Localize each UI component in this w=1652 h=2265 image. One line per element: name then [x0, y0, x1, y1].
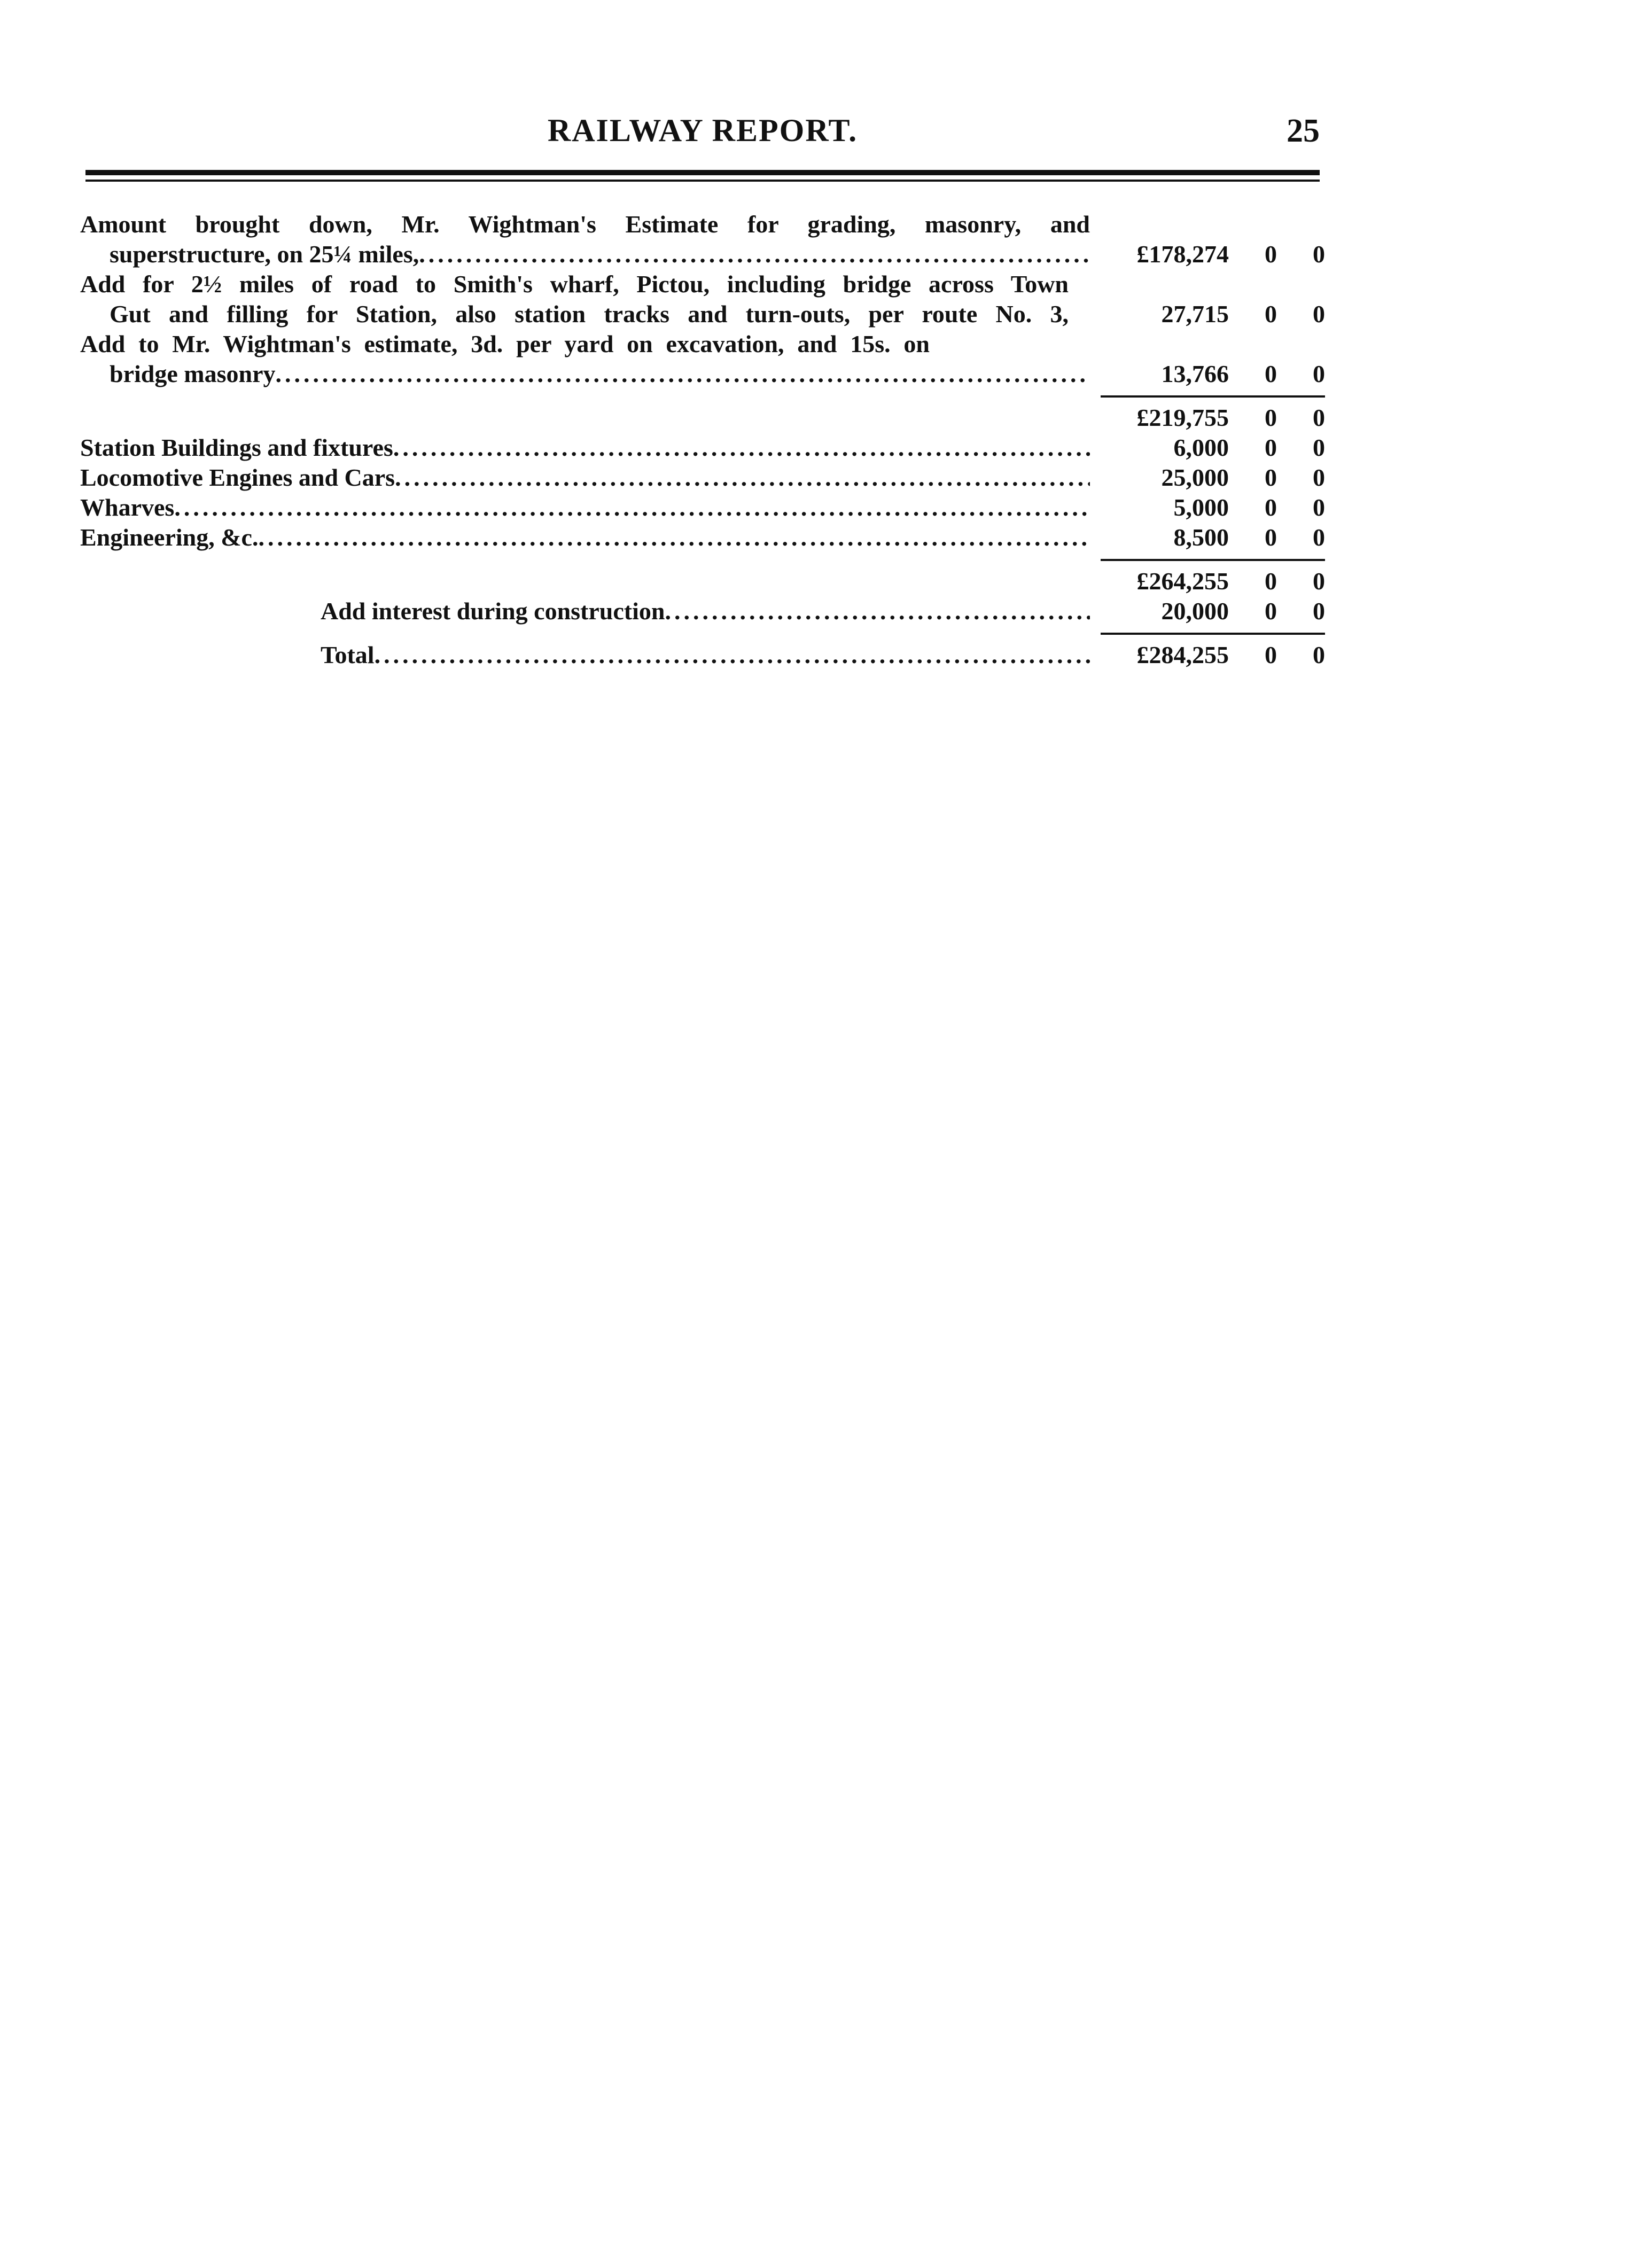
subtotal-row	[80, 403, 1325, 433]
item-label: Station Buildings and fixtures	[80, 434, 393, 461]
estimate-row	[80, 209, 1325, 269]
subtotal-pence: 0	[1313, 567, 1325, 595]
row-text-line: Gut and filling for Station, also station tracks and turn-outs, per route No. 3,	[110, 300, 1069, 328]
total-pence: 0	[1313, 641, 1325, 668]
estimate-table	[80, 209, 1325, 670]
amount-shillings: 0	[1265, 524, 1277, 551]
amount-pounds: £178,274	[1136, 240, 1229, 268]
running-head	[85, 112, 1320, 155]
item-row	[80, 463, 1325, 493]
amount-pounds: 5,000	[1173, 494, 1229, 521]
amount-shillings: 0	[1265, 464, 1277, 491]
item-label: Engineering, &c.	[80, 524, 259, 551]
dot-leader	[276, 359, 1090, 389]
amount-shillings: 0	[1265, 494, 1277, 521]
row-text-line: bridge masonry	[110, 360, 276, 387]
total-shillings: 0	[1265, 641, 1277, 668]
estimate-row	[80, 269, 1325, 329]
sum-rule	[80, 559, 1325, 561]
amount-pence: 0	[1313, 464, 1325, 491]
dot-leader	[393, 433, 1090, 463]
dot-leader	[258, 523, 1090, 552]
total-row	[80, 640, 1325, 670]
item-label: Locomotive Engines and Cars	[80, 464, 395, 491]
amount-shillings: 0	[1265, 597, 1277, 625]
interest-row	[80, 596, 1325, 626]
row-text-line: Add to Mr. Wightman's estimate, 3d. per yard on excavation, and 15s. on	[80, 330, 930, 357]
amount-pence: 0	[1313, 494, 1325, 521]
row-text-line: Amount brought down, Mr. Wightman's Estimate for grading, masonry, and	[80, 211, 1090, 238]
amount-shillings: 0	[1265, 360, 1277, 387]
subtotal-shillings: 0	[1265, 404, 1277, 431]
dot-leader	[419, 239, 1090, 269]
page-number: 25	[1287, 113, 1320, 149]
subtotal-pounds: £219,755	[1136, 404, 1229, 431]
header-rule-thin	[85, 180, 1320, 182]
subtotal-pence: 0	[1313, 404, 1325, 431]
amount-pounds: 25,000	[1161, 464, 1229, 491]
amount-pounds: 27,715	[1161, 300, 1229, 328]
row-text-line: superstructure, on 25¼ miles,	[110, 240, 419, 268]
amount-pence: 0	[1313, 434, 1325, 461]
amount-pence: 0	[1313, 360, 1325, 387]
amount-pence: 0	[1313, 300, 1325, 328]
amount-shillings: 0	[1265, 300, 1277, 328]
dot-leader	[375, 640, 1090, 670]
dot-leader	[665, 596, 1090, 626]
amount-pence: 0	[1313, 240, 1325, 268]
amount-shillings: 0	[1265, 240, 1277, 268]
item-label: Wharves	[80, 494, 175, 521]
item-row	[80, 523, 1325, 552]
item-row	[80, 433, 1325, 463]
sum-rule	[80, 633, 1325, 635]
amount-shillings: 0	[1265, 434, 1277, 461]
row-text-line: Add for 2½ miles of road to Smith's wharf, Pictou, including bridge across Town	[80, 270, 1069, 298]
subtotal-shillings: 0	[1265, 567, 1277, 595]
dot-leader	[395, 463, 1090, 493]
amount-pence: 0	[1313, 597, 1325, 625]
estimate-row	[80, 329, 1325, 389]
amount-pounds: 8,500	[1173, 524, 1229, 551]
running-title: RAILWAY REPORT.	[547, 113, 858, 148]
total-pounds: £284,255	[1136, 641, 1229, 668]
subtotal-row	[80, 566, 1325, 596]
amount-pounds: 6,000	[1173, 434, 1229, 461]
header-rule	[85, 170, 1320, 175]
interest-label: Add interest during construction	[321, 597, 665, 625]
sum-rule	[80, 395, 1325, 398]
subtotal-pounds: £264,255	[1136, 567, 1229, 595]
total-label: Total	[321, 641, 375, 668]
dot-leader	[174, 493, 1090, 523]
amount-pounds: 13,766	[1161, 360, 1229, 387]
amount-pence: 0	[1313, 524, 1325, 551]
amount-pounds: 20,000	[1161, 597, 1229, 625]
item-row	[80, 493, 1325, 523]
